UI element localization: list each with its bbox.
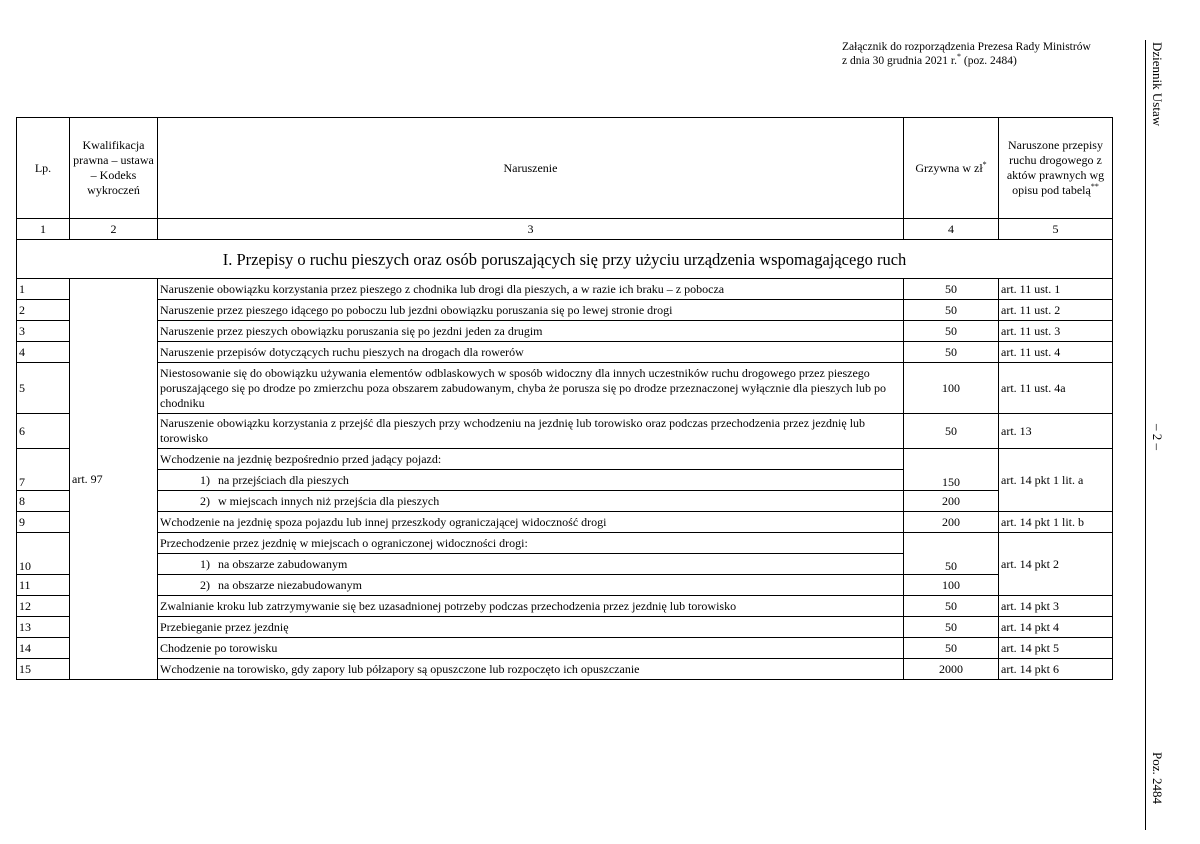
row-fine: 50 bbox=[904, 414, 999, 449]
column-number-2: 2 bbox=[70, 219, 158, 240]
sub-item-number: 1) bbox=[200, 472, 210, 487]
row-fine: 100 bbox=[904, 363, 999, 414]
row-fine: 50 bbox=[904, 638, 999, 659]
margin-divider bbox=[1145, 40, 1146, 830]
group-heading: Przechodzenie przez jezdnię w miejscach o ograniczonej widoczności drogi: bbox=[158, 533, 904, 554]
group-heading: Wchodzenie na jezdnię bezpośrednio przed jadący pojazd: bbox=[158, 449, 904, 470]
row-fine: 50 bbox=[904, 596, 999, 617]
row-lp: 3 bbox=[17, 321, 70, 342]
row-violation: Naruszenie przez pieszych obowiązku poruszania się po jezdni jeden za drugim bbox=[158, 321, 904, 342]
row-fine: 2000 bbox=[904, 659, 999, 680]
row-violation: Wchodzenie na torowisko, gdy zapory lub półzapory są opuszczone lub rozpoczęto ich opuszczanie bbox=[158, 659, 904, 680]
sub-item-number: 1) bbox=[200, 556, 210, 571]
row-rule: art. 14 pkt 3 bbox=[999, 596, 1113, 617]
row-rule: art. 11 ust. 1 bbox=[999, 279, 1113, 300]
row-rule: art. 14 pkt 5 bbox=[999, 638, 1113, 659]
row-violation: Zwalnianie kroku lub zatrzymywanie się bez uzasadnionej potrzeby podczas przechodzenia przez jezdnię lub torowisko bbox=[158, 596, 904, 617]
attachment-date-footnote: * bbox=[956, 52, 961, 62]
row-lp: 11 bbox=[17, 575, 70, 596]
row-violation bbox=[158, 491, 904, 512]
row-fine: 50 bbox=[904, 300, 999, 321]
row-lp: 10 bbox=[17, 533, 70, 575]
row-rule: art. 14 pkt 1 lit. b bbox=[999, 512, 1113, 533]
row-fine: 100 bbox=[904, 575, 999, 596]
row-violation: Naruszenie przez pieszego idącego po poboczu lub jezdni obowiązku poruszania się po lewej stronie drogi bbox=[158, 300, 904, 321]
row-lp: 9 bbox=[17, 512, 70, 533]
table-row bbox=[17, 617, 1113, 638]
table-row bbox=[17, 596, 1113, 617]
header-rules bbox=[999, 118, 1113, 219]
row-fine: 150 bbox=[904, 449, 999, 491]
row-rule: art. 11 ust. 2 bbox=[999, 300, 1113, 321]
row-violation: Naruszenie obowiązku korzystania z przejść dla pieszych przy wchodzeniu na jezdnię lub torowisko oraz podczas przechodzenia przez jezdnię lub torowisko bbox=[158, 414, 904, 449]
section-row bbox=[17, 240, 1113, 279]
row-fine: 200 bbox=[904, 512, 999, 533]
row-lp: 2 bbox=[17, 300, 70, 321]
column-number-1: 1 bbox=[17, 219, 70, 240]
row-fine: 50 bbox=[904, 279, 999, 300]
row-lp: 8 bbox=[17, 491, 70, 512]
column-number-3: 3 bbox=[158, 219, 904, 240]
table-row bbox=[17, 342, 1113, 363]
row-rule: art. 14 pkt 1 lit. a bbox=[999, 449, 1113, 512]
table-row bbox=[17, 659, 1113, 680]
row-fine: 200 bbox=[904, 491, 999, 512]
table-row bbox=[17, 491, 1113, 512]
page-number: – 2 – bbox=[1150, 424, 1165, 450]
row-rule: art. 11 ust. 4 bbox=[999, 342, 1113, 363]
row-violation bbox=[158, 575, 904, 596]
row-lp: 4 bbox=[17, 342, 70, 363]
row-lp: 13 bbox=[17, 617, 70, 638]
row-lp: 7 bbox=[17, 449, 70, 491]
row-rule: art. 11 ust. 4a bbox=[999, 363, 1113, 414]
row-rule: art. 13 bbox=[999, 414, 1113, 449]
column-number-4: 4 bbox=[904, 219, 999, 240]
table-header-row bbox=[17, 118, 1113, 219]
table-row bbox=[17, 512, 1113, 533]
header-rules-footnote: ** bbox=[1090, 182, 1099, 191]
row-lp: 15 bbox=[17, 659, 70, 680]
row-rule: art. 14 pkt 4 bbox=[999, 617, 1113, 638]
attachment-position: (poz. 2484) bbox=[960, 55, 1017, 67]
row-violation: Przebieganie przez jezdnię bbox=[158, 617, 904, 638]
fines-table bbox=[16, 117, 1113, 680]
row-violation bbox=[158, 470, 904, 491]
table-row bbox=[17, 414, 1113, 449]
sub-item-text: na obszarze niezabudowanym bbox=[218, 577, 362, 592]
table-row bbox=[17, 300, 1113, 321]
header-lp: Lp. bbox=[17, 118, 70, 219]
row-fine: 50 bbox=[904, 321, 999, 342]
row-lp: 1 bbox=[17, 279, 70, 300]
sub-item-text: w miejscach innych niż przejścia dla pieszych bbox=[218, 493, 440, 508]
row-rule: art. 14 pkt 2 bbox=[999, 533, 1113, 596]
attachment-note bbox=[842, 40, 1091, 68]
sub-item-text: na przejściach dla pieszych bbox=[218, 472, 349, 487]
table-row bbox=[17, 321, 1113, 342]
attachment-note-line1: Załącznik do rozporządzenia Prezesa Rady Ministrów bbox=[842, 41, 1091, 53]
row-violation: Chodzenie po torowisku bbox=[158, 638, 904, 659]
position-number: Poz. 2484 bbox=[1150, 752, 1165, 804]
table-row-group-heading bbox=[17, 533, 1113, 554]
table-row bbox=[17, 279, 1113, 300]
attachment-note-line2 bbox=[842, 54, 1091, 68]
attachment-date: z dnia 30 grudnia 2021 r. bbox=[842, 55, 957, 67]
row-rule: art. 11 ust. 3 bbox=[999, 321, 1113, 342]
row-violation: Naruszenie przepisów dotyczących ruchu pieszych na drogach dla rowerów bbox=[158, 342, 904, 363]
row-rule: art. 14 pkt 6 bbox=[999, 659, 1113, 680]
section-title: I. Przepisy o ruchu pieszych oraz osób poruszających się przy użyciu urządzenia wspomagającego ruch bbox=[17, 240, 1113, 279]
row-violation: Wchodzenie na jezdnię spoza pojazdu lub innej przeszkody ograniczającej widoczność drogi bbox=[158, 512, 904, 533]
header-violation: Naruszenie bbox=[158, 118, 904, 219]
table-row bbox=[17, 363, 1113, 414]
qualification-cell: art. 97 bbox=[70, 279, 158, 680]
table-row-group-heading bbox=[17, 449, 1113, 470]
table-row bbox=[17, 575, 1113, 596]
row-fine: 50 bbox=[904, 342, 999, 363]
journal-title: Dziennik Ustaw bbox=[1150, 42, 1165, 127]
sub-item-number: 2) bbox=[200, 577, 210, 592]
row-fine: 50 bbox=[904, 617, 999, 638]
header-fine bbox=[904, 118, 999, 219]
row-violation: Niestosowanie się do obowiązku używania elementów odblaskowych w sposób widoczny dla innych uczestników ruchu drogowego przez pieszego poruszającego się po drodze po zmierzchu poza obszarem zabudowanym, chyba że porusza się po drodze przeznaczonej wyłącznie dla pieszych lub po chodniku bbox=[158, 363, 904, 414]
sub-item-number: 2) bbox=[200, 493, 210, 508]
header-fine-label: Grzywna w zł bbox=[915, 160, 983, 175]
column-number-row bbox=[17, 219, 1113, 240]
row-fine: 50 bbox=[904, 533, 999, 575]
header-rules-label: Naruszone przepisy ruchu drogowego z aktów prawnych wg opisu pod tabelą bbox=[1006, 138, 1105, 197]
table-row bbox=[17, 638, 1113, 659]
row-lp: 5 bbox=[17, 363, 70, 414]
row-violation bbox=[158, 554, 904, 575]
row-lp: 14 bbox=[17, 638, 70, 659]
column-number-5: 5 bbox=[999, 219, 1113, 240]
row-lp: 12 bbox=[17, 596, 70, 617]
row-violation: Naruszenie obowiązku korzystania przez pieszego z chodnika lub drogi dla pieszych, a w razie ich braku – z pobocza bbox=[158, 279, 904, 300]
header-qualification: Kwalifikacja prawna – ustawa – Kodeks wykroczeń bbox=[70, 118, 158, 219]
row-lp: 6 bbox=[17, 414, 70, 449]
sub-item-text: na obszarze zabudowanym bbox=[218, 556, 348, 571]
header-fine-footnote: * bbox=[982, 159, 987, 169]
